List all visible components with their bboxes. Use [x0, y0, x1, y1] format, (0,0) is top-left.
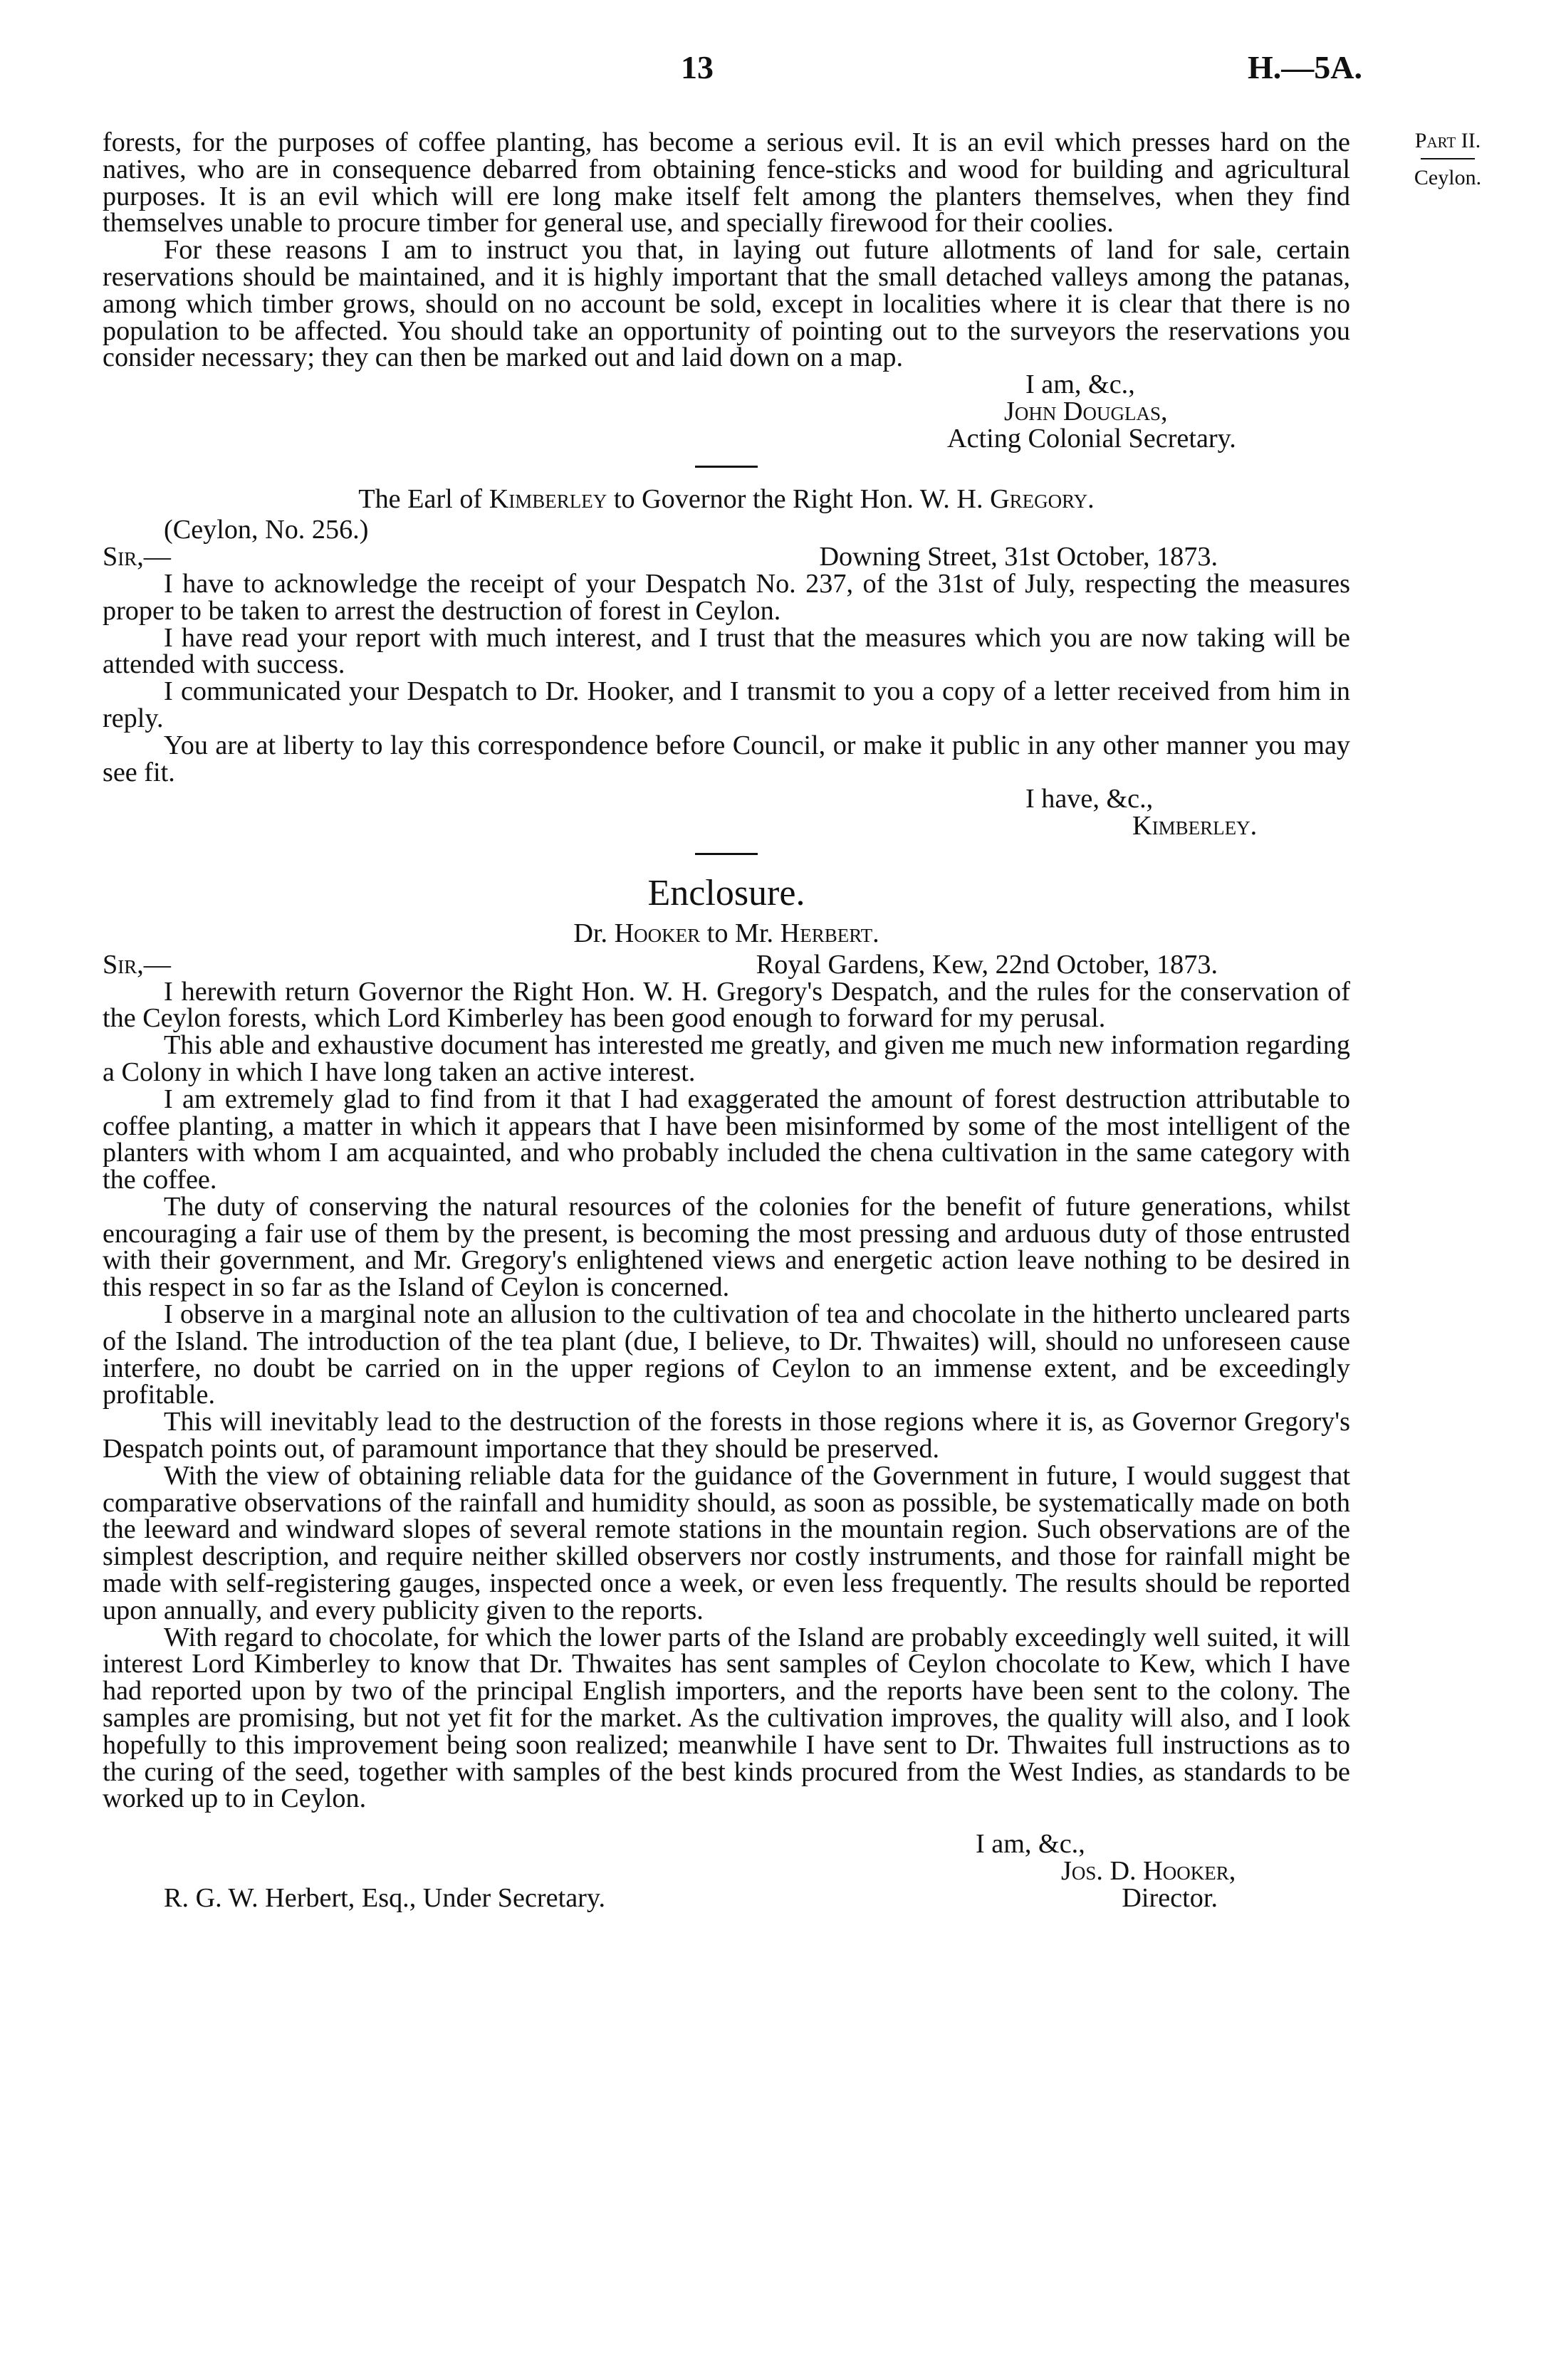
- heading-sender: Hooker: [614, 918, 701, 948]
- section-divider: [695, 466, 758, 468]
- signer-name: John Douglas,: [1004, 396, 1168, 426]
- heading-recipient: Gregory.: [990, 483, 1095, 514]
- signature-block: [947, 369, 1350, 454]
- letter-heading: [103, 918, 1350, 948]
- heading-text: to Governor the Right Hon. W. H.: [607, 483, 991, 514]
- paragraph: I communicated your Despatch to Dr. Hooker, and I transmit to you a copy of a letter received from him in reply.: [103, 676, 1350, 733]
- body-text: [103, 127, 1350, 1913]
- salutation: Sir,—: [103, 949, 171, 980]
- heading-recipient: Herbert.: [780, 918, 879, 948]
- paragraph: I have read your report with much interest, and I trust that the measures which you are now taking will be attended with success.: [103, 622, 1350, 680]
- paragraph: With regard to chocolate, for which the lower parts of the Island are probably exceedingly well suited, it will interest Lord Kimberley to know that Dr. Thwaites has sent samples of Ceylon chocolate to Kew, which I have had reported upon by two of the principal English importers, and the reports have been sent to the colony. The samples are promising, but not yet fit for the market. As the cultivation improves, the quality will also, and I look hopefully to this improvement being soon realized; meanwhile I have sent to Dr. Thwaites full instructions as to the curing of the seed, together with samples of the best kinds procured from the West Indies, as standards to be worked up to in Ceylon.: [103, 1622, 1350, 1814]
- addressee: R. G. W. Herbert, Esq., Under Secretary.: [164, 1882, 606, 1913]
- paragraph: With the view of obtaining reliable data for the guidance of the Government in future, I would suggest that comparative observations of the rainfall and humidity should, as soon as possible, be systematically made on both the leeward and windward slopes of several remote stations in the mountain region. Such observations are of the simplest description, and require neither skilled observers nor costly instruments, and those for rainfall might be made with self-registering gauges, inspected once a week, or even less frequently. The results should be reported upon annually, and every publicity given to the reports.: [103, 1460, 1350, 1625]
- letter-heading: [103, 483, 1350, 514]
- signoff: I have, &c.,: [1025, 784, 1154, 814]
- margin-note: [1394, 127, 1501, 192]
- despatch-reference: (Ceylon, No. 256.): [164, 515, 369, 545]
- paragraph: forests, for the purposes of coffee planting, has become a serious evil. It is an evil which presses hard on the natives, who are in consequence debarred from obtaining fence-sticks and wood for building and agricultural purposes. It is an evil which will ere long make itself felt among the planters themselves, when they find themselves unable to procure timber for general use, and specially firewood for their coolies.: [103, 127, 1350, 238]
- heading-sender: Kimberley: [489, 483, 607, 514]
- salutation-row: [103, 949, 1350, 980]
- margin-note-country: Ceylon.: [1414, 166, 1482, 189]
- heading-text: The Earl of: [358, 483, 489, 514]
- paragraph: For these reasons I am to instruct you that, in laying out future allotments of land for sale, certain reservations should be maintained, and it is highly important that the small detached valleys among the patanas, among which timber grows, should on no account be sold, except in localities where it is clear that there is no population to be affected. You should take an opportunity of pointing out to the surveyors the reservations you consider necessary; they can then be marked out and laid down on a map.: [103, 235, 1350, 373]
- place-date: Royal Gardens, Kew, 22nd October, 1873.: [756, 949, 1218, 980]
- paragraph: I observe in a marginal note an allusion to the cultivation of tea and chocolate in the hitherto uncleared parts of the Island. The introduction of the tea plant (due, I believe, to Dr. Thwaites) will, should no unforeseen cause interfere, no doubt be carried on in the upper regions of Ceylon to an immense extent, and be exceedingly profitable.: [103, 1299, 1350, 1410]
- paragraph: I am extremely glad to find from it that I had exaggerated the amount of forest destruction attributable to coffee planting, a matter in which it appears that I have been misinformed by some of the most intelligent of the planters with whom I am acquainted, and who probably included the chena cultivation in the same category with the coffee.: [103, 1084, 1350, 1195]
- margin-note-part: Part II.: [1414, 129, 1481, 152]
- paragraph: This will inevitably lead to the destruction of the forests in those regions where it is, as Governor Gregory's Despatch points out, of paramount importance that they should be preserved.: [103, 1407, 1350, 1464]
- signer-name: Jos. D. Hooker,: [1061, 1856, 1236, 1887]
- signoff: I am, &c.,: [976, 1829, 1085, 1860]
- salutation: Sir,—: [103, 542, 171, 572]
- signer-title: Acting Colonial Secretary.: [947, 423, 1236, 454]
- margin-note-rule: [1421, 158, 1475, 159]
- page-header: [0, 48, 1556, 98]
- place-date: Downing Street, 31st October, 1873.: [819, 542, 1218, 572]
- heading-text: to Mr.: [700, 918, 780, 948]
- paragraph: I have to acknowledge the receipt of your Despatch No. 237, of the 31st of July, respecting the measures proper to be taken to arrest the destruction of forest in Ceylon.: [103, 568, 1350, 626]
- signer-name: Kimberley.: [1132, 811, 1258, 842]
- page-number: 13: [681, 49, 714, 85]
- enclosure-title: Enclosure.: [647, 872, 805, 913]
- signoff: I am, &c.,: [1025, 369, 1135, 400]
- paragraph: The duty of conserving the natural resources of the colonies for the benefit of future generations, whilst encouraging a fair use of them by the present, is becoming the most pressing and arduous duty of those entrusted with their government, and Mr. Gregory's enlightened views and energetic action leave nothing to be desired in this respect in so far as the Island of Ceylon is concerned.: [103, 1191, 1350, 1303]
- closing-row: [103, 1882, 1350, 1913]
- signer-title: Director.: [1122, 1882, 1218, 1913]
- document-code: H.—5A.: [1248, 49, 1362, 85]
- heading-text: Dr.: [573, 918, 615, 948]
- paragraph: I herewith return Governor the Right Hon. W. H. Gregory's Despatch, and the rules for the conservation of the Ceylon forests, which Lord Kimberley has been good enough to forward for my perusal.: [103, 976, 1350, 1034]
- paragraph: This able and exhaustive document has interested me greatly, and given me much new information regarding a Colony in which I have long taken an active interest.: [103, 1030, 1350, 1087]
- paragraph: You are at liberty to lay this correspondence before Council, or make it public in any other manner you may see fit.: [103, 730, 1350, 787]
- salutation-row: [103, 544, 1350, 571]
- section-divider: [695, 853, 758, 855]
